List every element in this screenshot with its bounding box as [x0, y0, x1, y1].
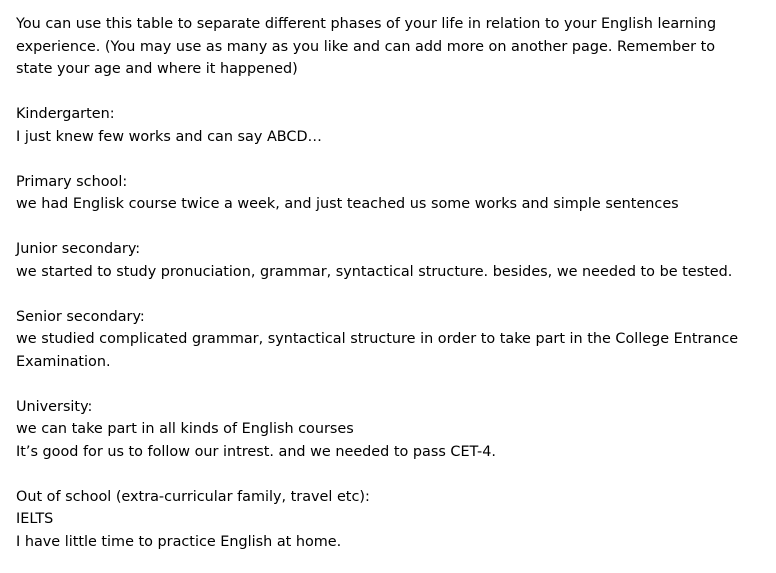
intro-line: experience. (You may use as many as you like and can add more on another page. Remember to: [16, 38, 716, 55]
paragraph-gap: [16, 463, 768, 486]
section-text: we had Englisk course twice a week, and just teached us some works and simple sentences: [16, 196, 679, 212]
intro-line: state your age and where it happened): [16, 61, 298, 77]
section-heading: Kindergarten:: [16, 106, 115, 122]
section-text: we studied complicated grammar, syntactical structure in order to take part in the College Entrance: [16, 331, 739, 347]
paragraph-gap: [16, 283, 768, 306]
paragraph-gap: [16, 148, 768, 171]
section-junior-secondary: [16, 238, 768, 283]
document-body: [16, 13, 768, 553]
section-heading: University:: [16, 398, 93, 415]
section-heading: Senior secondary:: [16, 308, 145, 325]
paragraph-gap: [16, 216, 768, 239]
section-primary-school: [16, 171, 768, 216]
section-text: I just knew few works and can say ABCD…: [16, 128, 322, 145]
section-heading: Primary school:: [16, 173, 128, 190]
section-heading: Out of school (extra-curricular family, travel etc):: [16, 488, 370, 505]
intro-line: You can use this table to separate different phases of your life in relation to your English learning: [16, 16, 717, 32]
section-university: [16, 396, 768, 464]
section-text: we started to study pronuciation, grammar, syntactical structure. besides, we needed to be tested.: [16, 263, 733, 280]
section-text: IELTS: [16, 511, 54, 527]
section-text: we can take part in all kinds of English courses: [16, 421, 354, 437]
section-out-of-school: [16, 486, 768, 554]
section-text: It’s good for us to follow our intrest. and we needed to pass CET-4.: [16, 443, 496, 460]
section-heading: Junior secondary:: [16, 241, 141, 257]
paragraph-gap: [16, 81, 768, 104]
section-kindergarten: [16, 103, 768, 148]
paragraph-gap: [16, 373, 768, 396]
section-text: Examination.: [16, 353, 111, 370]
intro-paragraph: [16, 13, 768, 81]
section-text: I have little time to practice English at home.: [16, 533, 342, 550]
section-senior-secondary: [16, 306, 768, 374]
